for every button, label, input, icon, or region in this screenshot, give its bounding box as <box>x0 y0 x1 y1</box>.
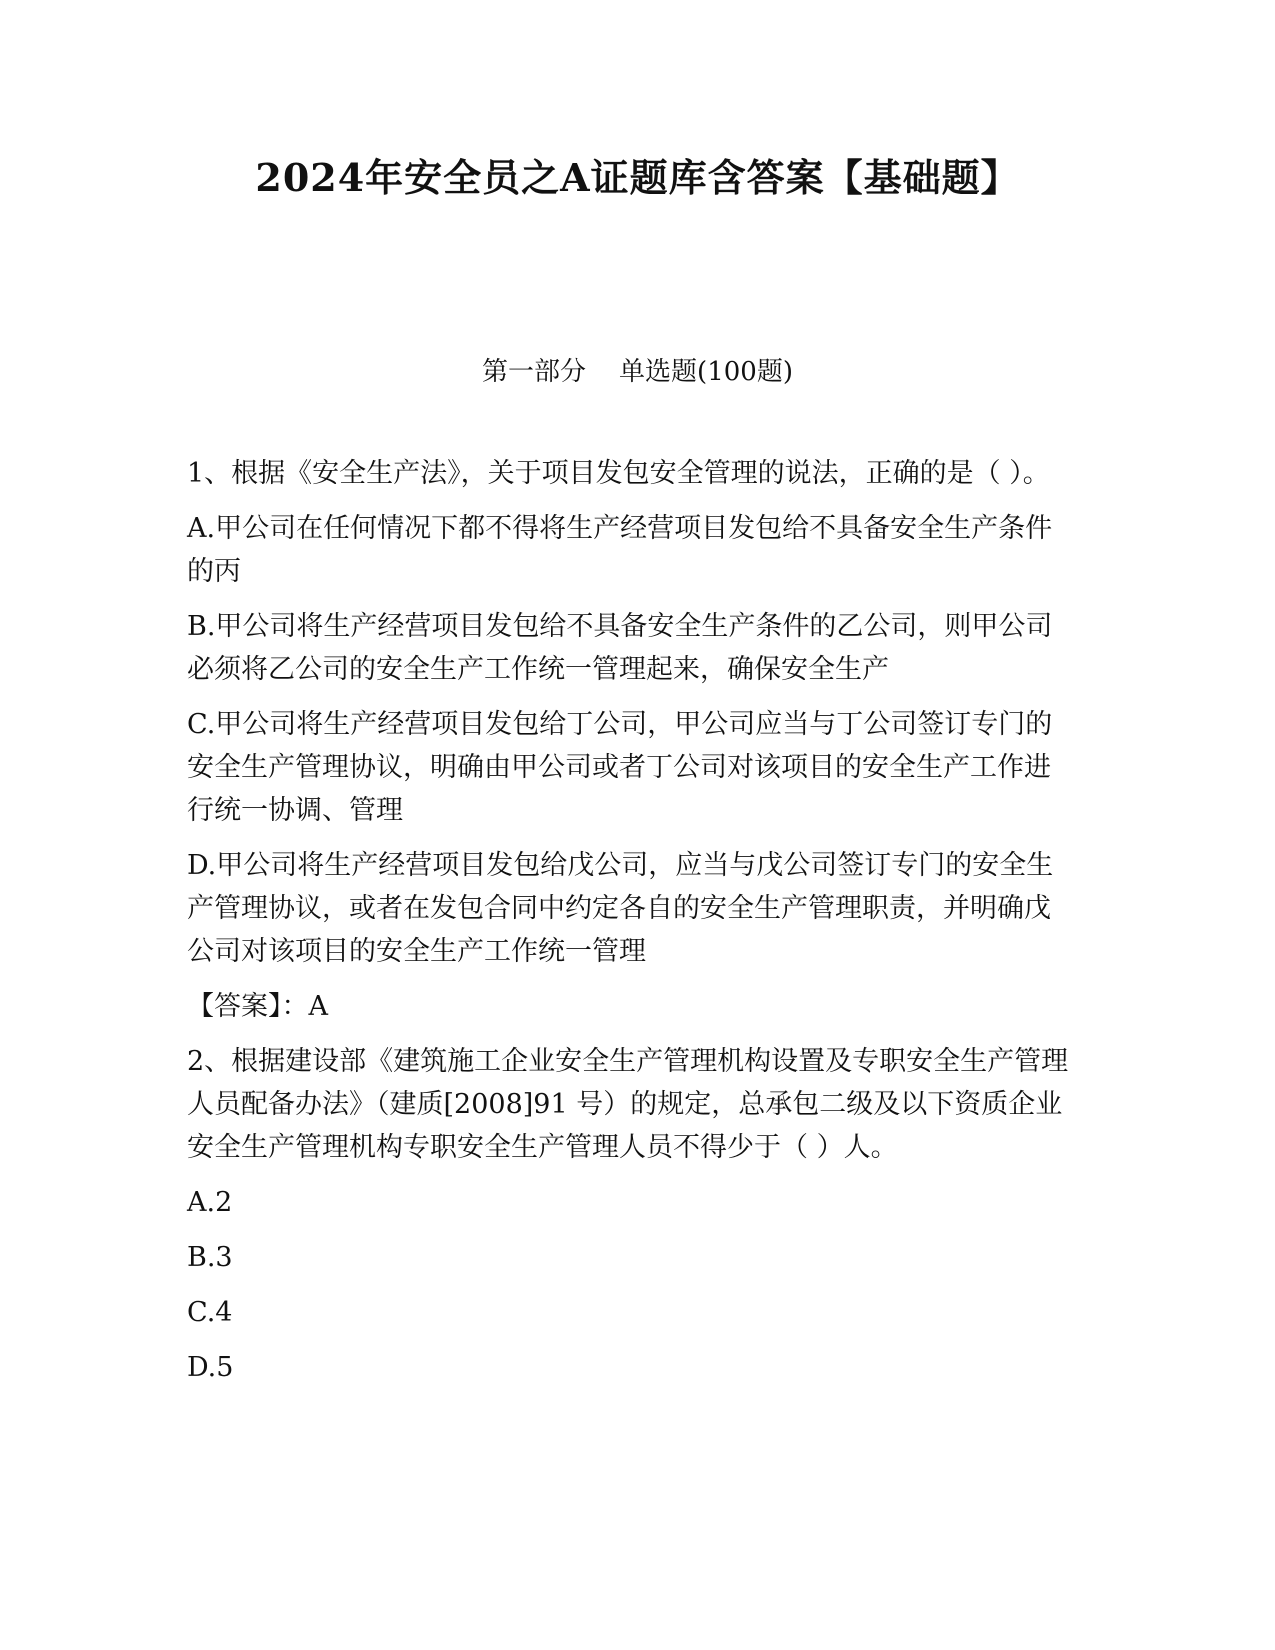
question-list <box>187 452 1072 1401</box>
question-stem: 2、根据建设部《建筑施工企业安全生产管理机构设置及专职安全生产管理人员配备办法》（建质[2008]91 号）的规定，总承包二级及以下资质企业安全生产管理机构专职安全生产管理人员不得少于（ ）人。 <box>187 1046 1069 1163</box>
question-stem: 1、根据《安全生产法》，关于项目发包安全管理的说法，正确的是（ ）。 <box>187 458 1050 489</box>
answer-line: 【答案】：A <box>187 991 328 1022</box>
section-heading: 第一部分 单选题(100题) <box>482 357 793 387</box>
option-a: A.甲公司在任何情况下都不得将生产经营项目发包给不具备安全生产条件的丙 <box>187 513 1053 587</box>
option-c: C.甲公司将生产经营项目发包给丁公司，甲公司应当与丁公司签订专门的安全生产管理协议，明确由甲公司或者丁公司对该项目的安全生产工作进行统一协调、管理 <box>187 709 1053 826</box>
option-b: B.3 <box>187 1242 233 1273</box>
option-a: A.2 <box>187 1187 233 1218</box>
document-title: 2024年安全员之A证题库含答案【基础题】 <box>255 155 1020 200</box>
option-c: C.4 <box>187 1297 233 1328</box>
question-1 <box>187 452 1072 1028</box>
option-d: D.甲公司将生产经营项目发包给戊公司，应当与戊公司签订专门的安全生产管理协议，或者在发包合同中约定各自的安全生产管理职责，并明确戊公司对该项目的安全生产工作统一管理 <box>187 850 1054 967</box>
option-d: D.5 <box>187 1352 234 1383</box>
question-2 <box>187 1040 1072 1389</box>
option-b: B.甲公司将生产经营项目发包给不具备安全生产条件的乙公司，则甲公司必须将乙公司的安全生产工作统一管理起来，确保安全生产 <box>187 611 1053 685</box>
